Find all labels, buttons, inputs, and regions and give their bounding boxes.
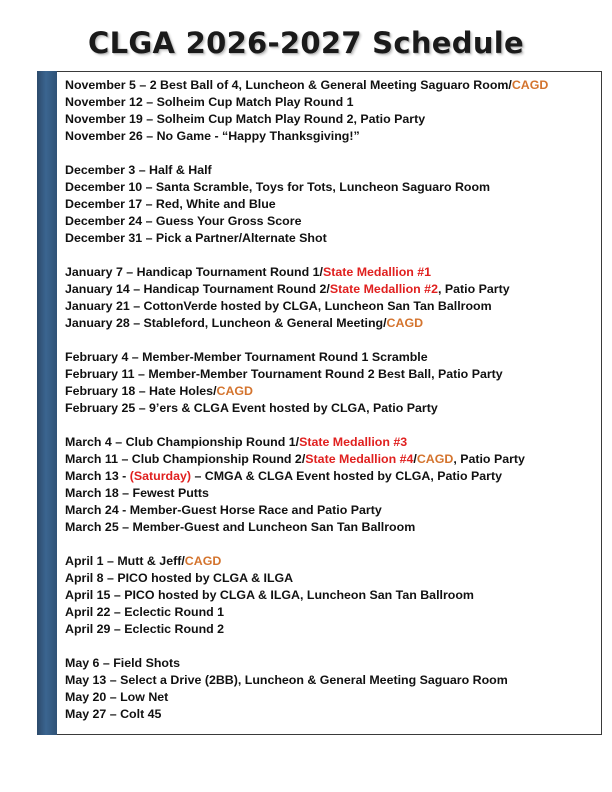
- entry-text: January 28 – Stableford, Luncheon & General Meeting/: [65, 316, 387, 330]
- schedule-entry: [65, 655, 595, 672]
- entry-text: February 18 – Hate Holes/: [65, 384, 217, 398]
- highlight-red: (Saturday): [129, 469, 192, 483]
- schedule-entry: [65, 315, 595, 332]
- entry-text: January 21 – CottonVerde hosted by CLGA, Luncheon San Tan Ballroom: [65, 299, 492, 313]
- highlight-red: State Medallion #1: [322, 265, 432, 279]
- schedule-entry: [65, 366, 595, 383]
- schedule-entry: [65, 77, 595, 94]
- entry-text: April 29 – Eclectic Round 2: [65, 622, 225, 636]
- schedule-entry: [65, 519, 595, 536]
- month-group-february: [65, 349, 595, 417]
- highlight-red: State Medallion #3: [299, 435, 408, 449]
- schedule-entry: [65, 196, 595, 213]
- entry-text: November 12 – Solheim Cup Match Play Round 1: [65, 95, 354, 109]
- entry-text: April 15 – PICO hosted by CLGA & ILGA, Luncheon San Tan Ballroom: [65, 588, 474, 602]
- entry-text: January 7 – Handicap Tournament Round 1/: [65, 265, 323, 279]
- entry-text: December 24 – Guess Your Gross Score: [65, 214, 302, 228]
- entry-text: March 24 - Member-Guest Horse Race and Patio Party: [65, 503, 382, 517]
- schedule-entry: [65, 264, 595, 281]
- entry-text: March 13 -: [65, 469, 130, 483]
- entry-text: December 10 – Santa Scramble, Toys for Tots, Luncheon Saguaro Room: [65, 180, 491, 194]
- highlight-orange: CAGD: [386, 316, 424, 330]
- schedule-entry: [65, 230, 595, 247]
- entry-text: November 26 – No Game - “Happy Thanksgiving!”: [65, 129, 360, 143]
- schedule-frame: [37, 71, 602, 735]
- schedule-entry: [65, 128, 595, 145]
- highlight-orange: CAGD: [216, 384, 253, 398]
- entry-text: December 3 – Half & Half: [65, 163, 212, 177]
- schedule-entry: [65, 587, 595, 604]
- schedule-entry: [65, 706, 595, 723]
- schedule-box: [57, 71, 602, 735]
- page-title: CLGA 2026-2027 Schedule: [88, 26, 524, 60]
- month-group-may: [65, 655, 595, 723]
- entry-text: May 20 – Low Net: [65, 690, 169, 704]
- entry-text: November 5 – 2 Best Ball of 4, Luncheon & General Meeting Saguaro Room/: [65, 78, 512, 92]
- entry-text: December 31 – Pick a Partner/Alternate Shot: [65, 231, 327, 245]
- decorative-sidebar: [37, 71, 57, 735]
- entry-text: March 4 – Club Championship Round 1/: [65, 435, 300, 449]
- month-group-november: [65, 77, 595, 145]
- schedule-entry: [65, 689, 595, 706]
- month-group-december: [65, 162, 595, 247]
- entry-text: March 25 – Member-Guest and Luncheon San Tan Ballroom: [65, 520, 416, 534]
- highlight-orange: CAGD: [416, 452, 454, 466]
- schedule-entry: [65, 383, 595, 400]
- entry-text: March 11 – Club Championship Round 2/: [65, 452, 306, 466]
- schedule-entry: [65, 485, 595, 502]
- entry-text: January 14 – Handicap Tournament Round 2/: [65, 282, 330, 296]
- schedule-entry: [65, 468, 595, 485]
- entry-text: December 17 – Red, White and Blue: [65, 197, 276, 211]
- schedule-entry: [65, 162, 595, 179]
- entry-text: April 8 – PICO hosted by CLGA & ILGA: [65, 571, 294, 585]
- entry-text: April 1 – Mutt & Jeff/: [65, 554, 185, 568]
- schedule-entry: [65, 502, 595, 519]
- schedule-entry: [65, 621, 595, 638]
- schedule-entry: [65, 434, 595, 451]
- schedule-entry: [65, 179, 595, 196]
- entry-text: May 6 – Field Shots: [65, 656, 180, 670]
- entry-text: March 18 – Fewest Putts: [65, 486, 209, 500]
- schedule-entry: [65, 400, 595, 417]
- entry-text: May 13 – Select a Drive (2BB), Luncheon & General Meeting Saguaro Room: [65, 673, 508, 687]
- entry-text: /: [413, 452, 417, 466]
- schedule-entry: [65, 94, 595, 111]
- schedule-entry: [65, 451, 595, 468]
- schedule-entry: [65, 281, 595, 298]
- schedule-entry: [65, 604, 595, 621]
- highlight-orange: CAGD: [184, 554, 222, 568]
- entry-text: February 11 – Member-Member Tournament Round 2 Best Ball, Patio Party: [65, 367, 503, 381]
- schedule-entry: [65, 553, 595, 570]
- entry-text: November 19 – Solheim Cup Match Play Round 2, Patio Party: [65, 112, 426, 126]
- highlight-red: State Medallion #4: [305, 452, 414, 466]
- entry-text: – CMGA & CLGA Event hosted by CLGA, Patio Party: [191, 469, 502, 483]
- schedule-entry: [65, 349, 595, 366]
- entry-text: February 4 – Member-Member Tournament Round 1 Scramble: [65, 350, 428, 364]
- entry-text: April 22 – Eclectic Round 1: [65, 605, 225, 619]
- entry-text: , Patio Party: [453, 452, 525, 466]
- schedule-entry: [65, 111, 595, 128]
- schedule-entry: [65, 672, 595, 689]
- schedule-entry: [65, 298, 595, 315]
- entry-text: , Patio Party: [437, 282, 510, 296]
- month-group-january: [65, 264, 595, 332]
- highlight-red: State Medallion #2: [329, 282, 438, 296]
- month-group-april: [65, 553, 595, 638]
- entry-text: February 25 – 9’ers & CLGA Event hosted by CLGA, Patio Party: [65, 401, 438, 415]
- schedule-entry: [65, 570, 595, 587]
- schedule-entry: [65, 213, 595, 230]
- highlight-orange: CAGD: [511, 78, 549, 92]
- entry-text: May 27 – Colt 45: [65, 707, 162, 721]
- schedule-list: [65, 77, 595, 740]
- month-group-march: [65, 434, 595, 536]
